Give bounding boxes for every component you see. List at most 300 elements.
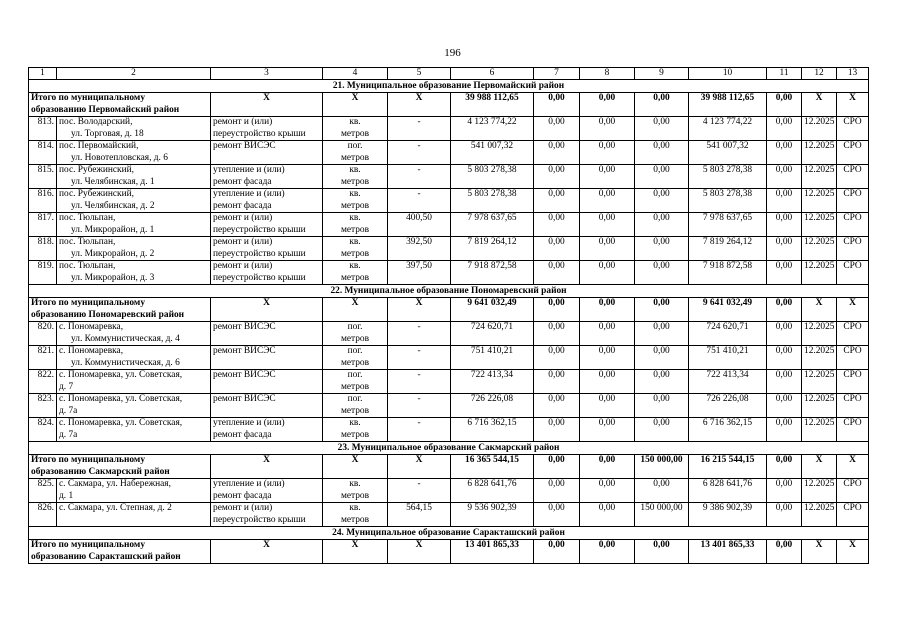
total-col-12: X [802,540,837,564]
col-8: 0,00 [580,165,635,189]
address [57,322,211,346]
total-col-13: X [837,298,869,322]
column-number-header: 10 [689,68,767,80]
method: СРО [837,370,869,394]
section-title: 21. Муниципальное образование Первомайский район [29,80,869,93]
table-row [29,479,869,503]
column-number-header: 8 [580,68,635,80]
total-label [29,298,211,322]
volume: 392,50 [388,237,451,261]
total-c7: 0,00 [534,93,580,117]
total-c10: 9 641 032,49 [689,298,767,322]
col-10: 751 410,21 [689,346,767,370]
work-type-line: ремонт и (или) [213,117,273,127]
address [57,346,211,370]
total-c9: 0,00 [635,540,689,564]
total-col-12: X [802,93,837,117]
work-type [211,189,323,213]
unit-line: кв. [349,213,361,223]
volume: - [388,189,451,213]
col-10: 7 918 872,58 [689,261,767,285]
col-9: 0,00 [635,394,689,418]
section-total-row [29,540,869,564]
column-number-header: 9 [635,68,689,80]
work-type [211,322,323,346]
deadline: 12.2025 [802,479,837,503]
column-number-header: 1 [29,68,57,80]
address-line: д. 7а [59,429,78,440]
unit-line: метров [340,176,370,187]
total-c11: 0,00 [767,455,802,479]
address-line: пос. Тюльпан, [59,213,116,223]
total-label-line: образованию Первомайский район [31,104,180,115]
col-9: 0,00 [635,479,689,503]
col-10: 4 123 774,22 [689,117,767,141]
volume: 400,50 [388,213,451,237]
col-8: 0,00 [580,213,635,237]
row-number: 819. [29,261,57,285]
table-row [29,418,869,442]
work-type-line: ремонт и (или) [213,237,273,247]
address [57,141,211,165]
volume: - [388,346,451,370]
total-label-line: Итого по муниципальному [31,298,146,308]
total-col-13: X [837,455,869,479]
col-7: 0,00 [534,503,580,527]
unit [323,117,388,141]
col-9: 0,00 [635,189,689,213]
row-number: 822. [29,370,57,394]
row-number: 815. [29,165,57,189]
col-8: 0,00 [580,141,635,165]
total-label-line: Итого по муниципальному [31,93,146,103]
column-number-header: 6 [451,68,534,80]
col-8: 0,00 [580,479,635,503]
unit [323,237,388,261]
row-number: 814. [29,141,57,165]
col-7: 0,00 [534,165,580,189]
total-col-3: X [211,455,323,479]
total-c7: 0,00 [534,455,580,479]
volume: - [388,322,451,346]
total-label [29,93,211,117]
section-total-row [29,93,869,117]
method: СРО [837,141,869,165]
col-7: 0,00 [534,346,580,370]
col-10: 9 386 902,39 [689,503,767,527]
table-row [29,189,869,213]
unit [323,479,388,503]
section-title-row [29,285,869,298]
address [57,370,211,394]
capital-repair-table [28,67,869,564]
row-number: 824. [29,418,57,442]
work-type [211,261,323,285]
row-number: 820. [29,322,57,346]
address [57,503,211,527]
table-row [29,261,869,285]
section-total-row [29,298,869,322]
work-type-line: ремонт и (или) [213,503,273,513]
col-7: 0,00 [534,117,580,141]
address-line: ул. Коммунистическая, д. 6 [71,357,180,368]
address-line: пос. Тюльпан, [59,237,116,247]
total-c8: 0,00 [580,540,635,564]
cost-total: 5 803 278,38 [451,165,534,189]
work-type-line: ремонт и (или) [213,213,273,223]
address-line: ул. Микрорайон, д. 3 [71,272,155,283]
total-c8: 0,00 [580,298,635,322]
page-number: 196 [444,47,461,59]
row-number: 825. [29,479,57,503]
unit [323,322,388,346]
unit-line: метров [340,405,370,416]
col-9: 0,00 [635,418,689,442]
unit-line: кв. [349,479,361,489]
work-type-line: переустройство крыши [213,514,306,525]
address-line: пос. Первомайский, [59,141,139,151]
address [57,165,211,189]
section-title: 23. Муниципальное образование Сакмарский район [29,442,869,455]
col-7: 0,00 [534,189,580,213]
deadline: 12.2025 [802,370,837,394]
total-c7: 0,00 [534,298,580,322]
header-row [29,68,869,80]
address [57,189,211,213]
unit-line: кв. [349,503,361,513]
address-line: ул. Челябинская, д. 1 [71,176,155,187]
column-number-header: 12 [802,68,837,80]
col-11: 0,00 [767,237,802,261]
cost-total: 7 918 872,58 [451,261,534,285]
col-11: 0,00 [767,141,802,165]
method: СРО [837,189,869,213]
unit-line: пог. [347,322,363,332]
col-11: 0,00 [767,346,802,370]
method: СРО [837,503,869,527]
method: СРО [837,213,869,237]
deadline: 12.2025 [802,346,837,370]
total-c6: 16 365 544,15 [451,455,534,479]
col-7: 0,00 [534,237,580,261]
col-9: 0,00 [635,261,689,285]
total-label-line: образованию Саракташский район [31,551,181,562]
col-7: 0,00 [534,418,580,442]
deadline: 12.2025 [802,261,837,285]
unit [323,141,388,165]
address-line: с. Сакмара, ул. Степная, д. 2 [59,503,172,513]
col-8: 0,00 [580,189,635,213]
deadline: 12.2025 [802,165,837,189]
unit-line: метров [340,490,370,501]
col-10: 7 978 637,65 [689,213,767,237]
unit-line: кв. [349,261,361,271]
col-8: 0,00 [580,237,635,261]
col-8: 0,00 [580,261,635,285]
table-row [29,346,869,370]
total-col-5: X [388,93,451,117]
table-row [29,237,869,261]
unit [323,394,388,418]
cost-total: 722 413,34 [451,370,534,394]
unit-line: метров [340,514,370,525]
section-total-row [29,455,869,479]
unit [323,261,388,285]
work-type-line: переустройство крыши [213,272,306,283]
volume: - [388,117,451,141]
col-8: 0,00 [580,370,635,394]
col-11: 0,00 [767,394,802,418]
address [57,479,211,503]
work-type-line: переустройство крыши [213,224,306,235]
col-11: 0,00 [767,117,802,141]
column-number-header: 5 [388,68,451,80]
work-type-line: утепление и (или) [213,189,285,199]
work-type-line: ремонт ВИСЭС [213,322,276,332]
total-c9: 0,00 [635,298,689,322]
work-type [211,117,323,141]
cost-total: 751 410,21 [451,346,534,370]
deadline: 12.2025 [802,141,837,165]
volume: 397,50 [388,261,451,285]
address-line: д. 7а [59,405,78,416]
col-8: 0,00 [580,346,635,370]
col-10: 722 413,34 [689,370,767,394]
section-title-row [29,442,869,455]
address-line: с. Пономаревка, [59,346,124,356]
work-type-line: ремонт ВИСЭС [213,346,276,356]
work-type-line: утепление и (или) [213,418,285,428]
cost-total: 726 226,08 [451,394,534,418]
work-type-line: ремонт ВИСЭС [213,141,276,151]
address-line: ул. Челябинская, д. 2 [71,200,155,211]
cost-total: 724 620,71 [451,322,534,346]
unit-line: кв. [349,189,361,199]
unit-line: метров [340,272,370,283]
address-line: ул. Торговая, д. 18 [71,128,144,139]
col-11: 0,00 [767,322,802,346]
unit-line: кв. [349,117,361,127]
total-col-12: X [802,455,837,479]
deadline: 12.2025 [802,117,837,141]
cost-total: 7 819 264,12 [451,237,534,261]
unit [323,165,388,189]
address-line: пос. Рубежинский, [59,189,134,199]
unit-line: метров [340,224,370,235]
work-type [211,237,323,261]
deadline: 12.2025 [802,418,837,442]
address-line: пос. Тюльпан, [59,261,116,271]
col-9: 150 000,00 [635,503,689,527]
address-line: ул. Микрорайон, д. 1 [71,224,155,235]
total-c9: 0,00 [635,93,689,117]
total-c11: 0,00 [767,93,802,117]
unit-line: кв. [349,237,361,247]
col-7: 0,00 [534,213,580,237]
address-line: с. Пономаревка, [59,322,124,332]
table-row [29,117,869,141]
col-11: 0,00 [767,261,802,285]
unit [323,503,388,527]
column-number-header: 13 [837,68,869,80]
volume: - [388,141,451,165]
volume: - [388,479,451,503]
unit-line: метров [340,248,370,259]
total-col-4: X [323,298,388,322]
unit-line: пог. [347,370,363,380]
total-c9: 150 000,00 [635,455,689,479]
col-9: 0,00 [635,165,689,189]
total-c10: 16 215 544,15 [689,455,767,479]
column-number-header: 4 [323,68,388,80]
col-10: 5 803 278,38 [689,189,767,213]
column-number-header: 3 [211,68,323,80]
total-col-3: X [211,298,323,322]
col-11: 0,00 [767,418,802,442]
total-col-13: X [837,540,869,564]
total-col-12: X [802,298,837,322]
address-line: д. 1 [59,490,74,501]
row-number: 813. [29,117,57,141]
address [57,394,211,418]
deadline: 12.2025 [802,503,837,527]
row-number: 821. [29,346,57,370]
col-11: 0,00 [767,503,802,527]
deadline: 12.2025 [802,189,837,213]
volume: - [388,370,451,394]
address-line: с. Пономаревка, ул. Советская, [59,370,183,380]
volume: - [388,165,451,189]
unit [323,189,388,213]
total-label-line: Итого по муниципальному [31,540,146,550]
row-number: 817. [29,213,57,237]
work-type-line: ремонт фасада [213,176,272,187]
cost-total: 9 536 902,39 [451,503,534,527]
address-line: пос. Володарский, [59,117,133,127]
col-9: 0,00 [635,117,689,141]
work-type-line: ремонт ВИСЭС [213,394,276,404]
total-c6: 9 641 032,49 [451,298,534,322]
unit [323,370,388,394]
col-10: 5 803 278,38 [689,165,767,189]
total-c6: 39 988 112,65 [451,93,534,117]
volume: 564,15 [388,503,451,527]
col-10: 7 819 264,12 [689,237,767,261]
total-col-4: X [323,455,388,479]
total-col-13: X [837,93,869,117]
cost-total: 4 123 774,22 [451,117,534,141]
work-type-line: ремонт фасада [213,429,272,440]
total-c7: 0,00 [534,540,580,564]
col-9: 0,00 [635,346,689,370]
unit-line: пог. [347,141,363,151]
total-col-3: X [211,540,323,564]
method: СРО [837,237,869,261]
col-7: 0,00 [534,394,580,418]
work-type [211,346,323,370]
table-row [29,503,869,527]
work-type-line: утепление и (или) [213,165,285,175]
unit-line: пог. [347,346,363,356]
total-c10: 39 988 112,65 [689,93,767,117]
col-11: 0,00 [767,370,802,394]
deadline: 12.2025 [802,394,837,418]
unit-line: метров [340,200,370,211]
unit-line: метров [340,128,370,139]
column-number-header: 2 [57,68,211,80]
total-label-line: образованию Пономаревский район [31,309,185,320]
address-line: с. Пономаревка, ул. Советская, [59,394,183,404]
table-row [29,370,869,394]
col-9: 0,00 [635,141,689,165]
work-type [211,418,323,442]
volume: - [388,394,451,418]
work-type [211,394,323,418]
cost-total: 6 716 362,15 [451,418,534,442]
unit [323,346,388,370]
method: СРО [837,261,869,285]
column-number-header: 7 [534,68,580,80]
unit [323,213,388,237]
deadline: 12.2025 [802,322,837,346]
col-10: 541 007,32 [689,141,767,165]
col-7: 0,00 [534,322,580,346]
work-type [211,141,323,165]
work-type-line: ремонт и (или) [213,261,273,271]
address-line: с. Сакмара, ул. Набережная, [59,479,171,489]
total-col-5: X [388,540,451,564]
work-type-line: ремонт ВИСЭС [213,370,276,380]
total-col-5: X [388,455,451,479]
volume: - [388,418,451,442]
cost-total: 5 803 278,38 [451,189,534,213]
unit-line: кв. [349,418,361,428]
cost-total: 7 978 637,65 [451,213,534,237]
total-label-line: образованию Сакмарский район [31,466,170,477]
address-line: д. 7 [59,381,74,392]
table-row [29,165,869,189]
address [57,261,211,285]
method: СРО [837,394,869,418]
work-type [211,370,323,394]
col-10: 724 620,71 [689,322,767,346]
unit-line: метров [340,333,370,344]
work-type [211,165,323,189]
section-title: 22. Муниципальное образование Пономаревский район [29,285,869,298]
total-col-4: X [323,93,388,117]
col-9: 0,00 [635,370,689,394]
total-label [29,540,211,564]
col-8: 0,00 [580,503,635,527]
col-11: 0,00 [767,165,802,189]
col-8: 0,00 [580,418,635,442]
row-number: 818. [29,237,57,261]
unit-line: кв. [349,165,361,175]
method: СРО [837,479,869,503]
total-c10: 13 401 865,33 [689,540,767,564]
address [57,213,211,237]
col-11: 0,00 [767,213,802,237]
col-11: 0,00 [767,479,802,503]
col-7: 0,00 [534,370,580,394]
method: СРО [837,418,869,442]
address [57,117,211,141]
work-type-line: ремонт фасада [213,200,272,211]
row-number: 823. [29,394,57,418]
total-label [29,455,211,479]
method: СРО [837,165,869,189]
address-line: ул. Коммунистическая, д. 4 [71,333,180,344]
